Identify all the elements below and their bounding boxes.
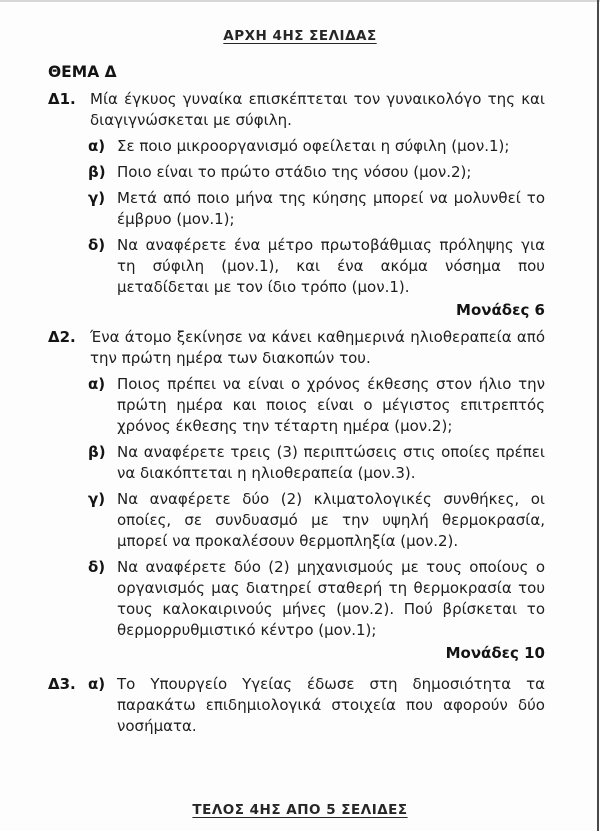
sub-question-text: Το Υπουργείο Υγείας έδωσε στη δημοσιότητα τα παρακάτω επιδημιολογικά στοιχεία που αφορούν δύο νοσήματα. — [117, 675, 545, 735]
sub-question-label: β) — [88, 443, 106, 461]
sub-question-label: δ) — [88, 236, 106, 254]
question-intro-text: Ένα άτομο ξεκίνησε να κάνει καθημερινά ηλιοθεραπεία από την πρώτη ημέρα των διακοπών του. — [90, 328, 545, 367]
theme-title: ΘΕΜΑ Δ — [48, 63, 117, 81]
question-intro-row — [48, 674, 545, 737]
sub-question-c — [88, 188, 545, 230]
sub-question-text: Να αναφέρετε ένα μέτρο πρωτοβάθμιας πρόληψης για τη σύφιλη (μον.1), και ένα ακόμα νόσημα που μεταδίδεται με τον ίδιο τρόπο (μον.1). — [117, 236, 545, 296]
sub-question-text: Να αναφέρετε δύο (2) μηχανισμούς με τους οποίους ο οργανισμός μας διατηρεί σταθερή τη θερμοκρασία του τους καλοκαιρινούς μήνες (μον.2). Πού βρίσκεται το θερμορρυθμιστικό κέντρο (μον.1); — [117, 558, 545, 639]
question-d1 — [48, 89, 545, 321]
sub-question-d — [88, 557, 545, 641]
question-d3 — [48, 674, 545, 737]
sub-question-c — [88, 489, 545, 552]
sub-question-label: α) — [88, 137, 106, 155]
sub-question-label: γ) — [88, 490, 106, 508]
marks-label: Μονάδες 6 — [456, 301, 545, 319]
question-number: Δ2. — [48, 328, 76, 346]
sub-question-label: α) — [88, 675, 106, 693]
question-number: Δ3. — [48, 675, 76, 693]
scan-edge-top — [0, 0, 600, 2]
sub-question-b — [88, 162, 545, 183]
sub-question-text: Μετά από ποιο μήνα της κύησης μπορεί να μολυνθεί το έμβρυο (μον.1); — [117, 189, 545, 228]
page-footer: ΤΕΛΟΣ 4ΗΣ ΑΠΟ 5 ΣΕΛΙΔΕΣ — [192, 802, 408, 818]
page-header: ΑΡΧΗ 4ΗΣ ΣΕΛΙΔΑΣ — [223, 28, 377, 44]
question-intro-row — [48, 327, 545, 369]
scan-edge-right — [597, 0, 599, 831]
sub-question-text: Ποιο είναι το πρώτο στάδιο της νόσου (μον.2); — [117, 163, 472, 181]
marks-label: Μονάδες 10 — [445, 644, 545, 662]
sub-question-label: α) — [88, 375, 106, 393]
sub-question-a — [88, 136, 545, 157]
sub-question-label: β) — [88, 163, 106, 181]
sub-question-text: Ποιος πρέπει να είναι ο χρόνος έκθεσης στον ήλιο την πρώτη ημέρα και ποιος είναι ο μέγιστος επιτρεπτός χρόνος έκθεσης την τέταρτη ημέρα (μον.2); — [117, 375, 545, 435]
question-intro-text: Μία έγκυος γυναίκα επισκέπτεται τον γυναικολόγο της και διαγιγνώσκεται με σύφιλη. — [90, 90, 545, 129]
sub-question-text: Να αναφέρετε δύο (2) κλιματολογικές συνθήκες, οι οποίες, σε συνδυασμό με την υψηλή θερμοκρασία, μπορεί να προκαλέσουν θερμοπληξία (μον.2). — [117, 490, 545, 550]
sub-question-b — [88, 442, 545, 484]
sub-question-text: Να αναφέρετε τρεις (3) περιπτώσεις στις οποίες πρέπει να διακόπτεται η ηλιοθεραπεία (μον.3). — [117, 443, 545, 482]
sub-question-text: Σε ποιο μικροοργανισμό οφείλεται η σύφιλη (μον.1); — [117, 137, 510, 155]
sub-question-a — [88, 374, 545, 437]
question-d2 — [48, 327, 545, 664]
sub-question-label: δ) — [88, 558, 106, 576]
question-intro-row — [48, 89, 545, 131]
question-number: Δ1. — [48, 90, 76, 108]
sub-question-d — [88, 235, 545, 298]
sub-question-label: γ) — [88, 189, 106, 207]
